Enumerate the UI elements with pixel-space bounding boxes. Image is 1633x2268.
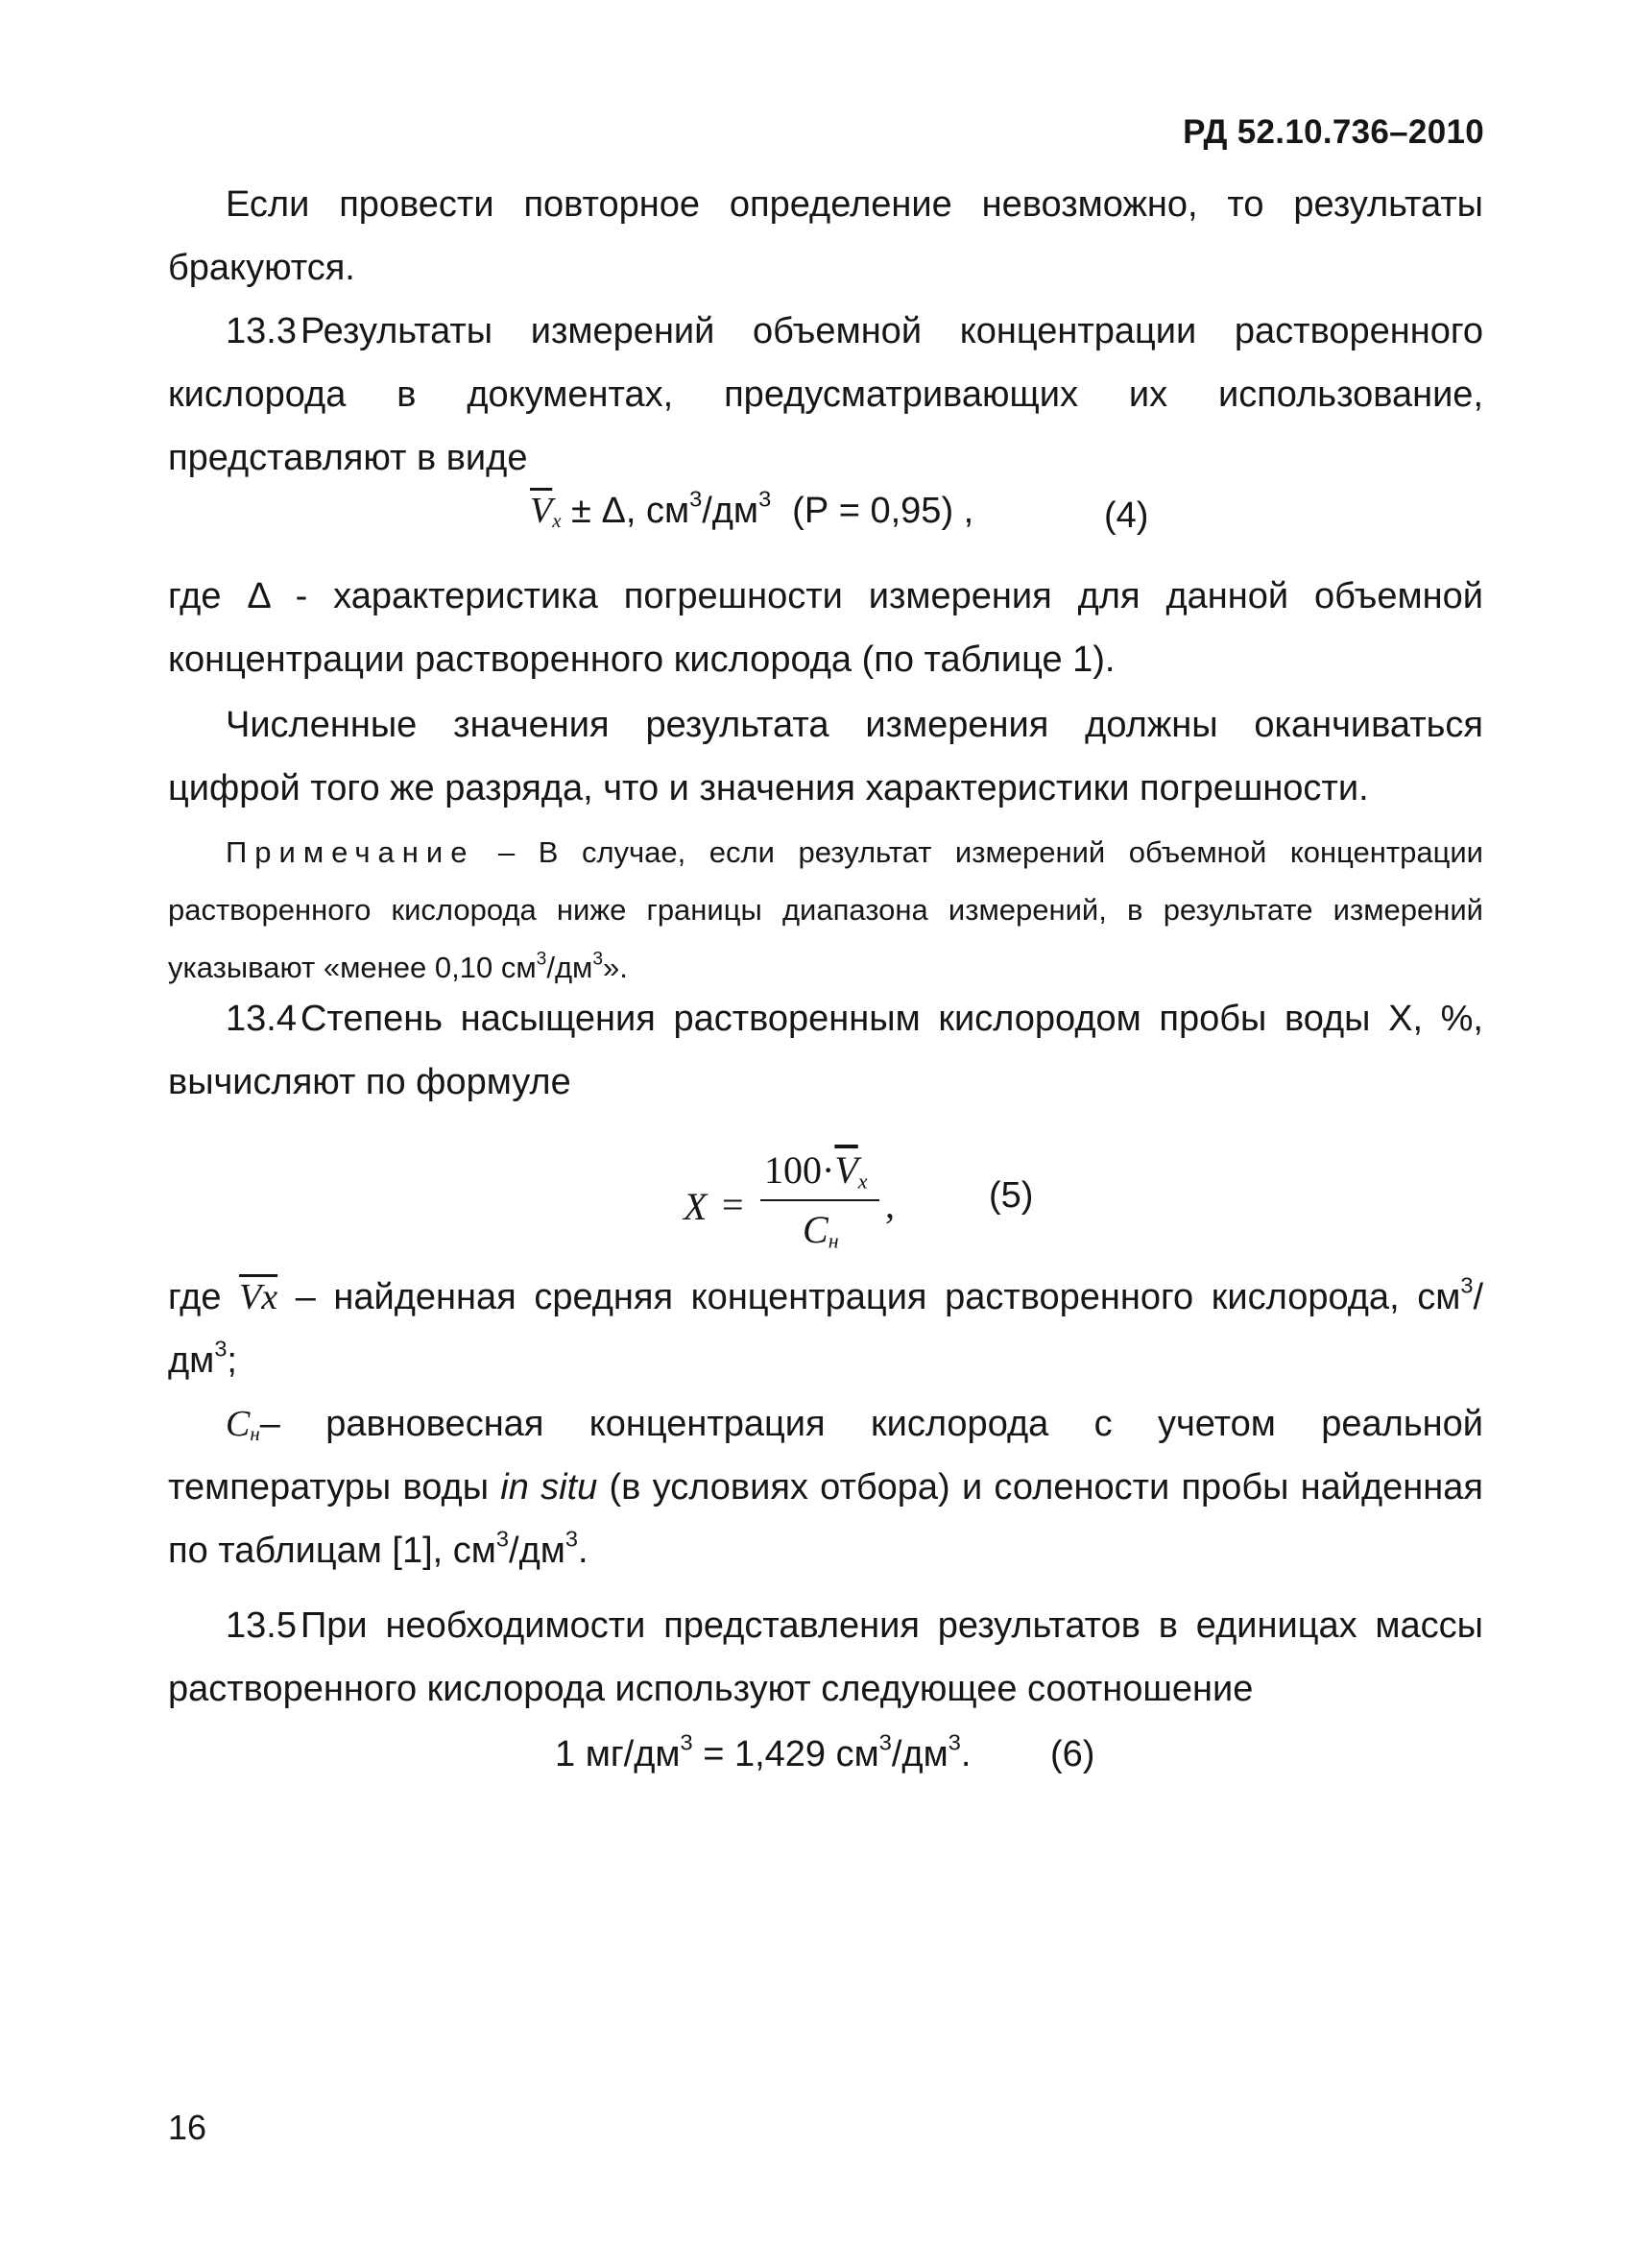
section-number: 13.5: [226, 1605, 297, 1646]
fraction-bar: [760, 1199, 879, 1201]
section-number: 13.4: [226, 999, 297, 1039]
formula-comma: ,: [885, 1183, 895, 1226]
numerator-var: $\overline{V}$: [834, 1148, 858, 1192]
paragraph-delta: где Δ - характеристика погрешности измерения для данной объемной концентрации растворенного кислорода (по таблице 1).: [168, 576, 1483, 680]
note: [168, 824, 1483, 997]
where-var-sub: н: [250, 1422, 260, 1446]
where-italic: in situ: [500, 1467, 598, 1508]
document-code: РД 52.10.736–2010: [1183, 113, 1484, 151]
section-number: 13.3: [226, 311, 297, 351]
section-13-5: [168, 1594, 1483, 1721]
formula-unit: /дм: [891, 1734, 949, 1774]
formula-6: [555, 1729, 972, 1775]
formula-sup: 3: [878, 1729, 892, 1755]
where-text: – равновесная концентрация кислорода с учетом реальной температуры воды: [168, 1404, 1483, 1508]
where-var: C: [226, 1404, 251, 1444]
section-text: При необходимости представления результатов в единицах массы растворенного кислорода используют следующее соотношение: [168, 1605, 1483, 1709]
equation-number: (5): [989, 1175, 1034, 1216]
where-sup: 3: [1460, 1272, 1474, 1298]
where-sup: 3: [214, 1336, 228, 1362]
paragraph-reject: Если провести повторное определение невозможно, то результаты бракуются.: [168, 184, 1483, 288]
where-end: ;: [227, 1340, 237, 1381]
formula-sup: 3: [758, 486, 772, 512]
where-unit: /дм: [509, 1531, 565, 1571]
where-unit: /дм: [168, 1277, 1483, 1381]
formula-mid: = 1,429 см: [692, 1734, 879, 1774]
equation-number: (4): [1104, 495, 1149, 536]
formula-equals: =: [722, 1183, 744, 1226]
section-13-3: [168, 300, 1483, 490]
page-number: 16: [168, 2108, 207, 2147]
note-text: – В случае, если результат измерений объемной концентрации растворенного кислорода ниже границы диапазона измерений, в результате измерений указывают «менее 0,10 см: [168, 835, 1483, 984]
where-cn: [168, 1392, 1483, 1582]
where-sup: 3: [564, 1526, 578, 1552]
where-sup: 3: [495, 1526, 510, 1552]
formula-end: .: [960, 1734, 972, 1774]
where-prefix: где: [168, 1277, 240, 1317]
note-sup: 3: [592, 949, 604, 970]
formula-sup: 3: [680, 1729, 693, 1755]
numerator-sub: x: [857, 1169, 868, 1194]
formula-lhs: 1 мг/дм: [555, 1734, 681, 1774]
formula-denominator: [803, 1207, 839, 1252]
formula-condition: (Р = 0,95) ,: [792, 491, 974, 531]
formula-sup: 3: [689, 486, 703, 512]
denominator-var: C: [803, 1208, 829, 1251]
where-end: .: [578, 1531, 588, 1571]
note-unit: /дм: [546, 951, 593, 984]
note-sup: 3: [536, 949, 547, 970]
note-label: Примечание: [226, 835, 475, 869]
section-13-4: [168, 987, 1483, 1114]
note-end: ».: [603, 951, 628, 984]
paragraph-numeric: Численные значения результата измерения должны оканчиваться цифрой того же разряда, что и значения характеристики погрешности.: [168, 705, 1483, 808]
section-text: Результаты измерений объемной концентрации растворенного кислорода в документах, предусматривающих их использование, представляют в виде: [168, 311, 1483, 478]
formula-sup: 3: [948, 1729, 961, 1755]
numerator-coef: 100·: [764, 1148, 835, 1192]
where-var: $\overline{Vx}$: [239, 1277, 278, 1317]
formula-unit: /дм: [702, 491, 759, 531]
denominator-sub: н: [828, 1228, 839, 1253]
formula-4: [530, 486, 974, 533]
formula-numerator: [764, 1147, 868, 1193]
where-vx: [168, 1266, 1483, 1392]
formula-lhs: X: [684, 1185, 708, 1228]
formula-pm: ± Δ, см: [561, 491, 690, 531]
section-text: Степень насыщения растворенным кислородом пробы воды X, %, вычисляют по формуле: [168, 999, 1483, 1102]
equation-number: (6): [1050, 1734, 1095, 1774]
formula-var-sub: x: [552, 509, 562, 533]
where-text: (в условиях отбора) и солености пробы найденная по таблицам [1], см: [168, 1467, 1483, 1571]
formula-var: $\overline{V}$: [530, 491, 553, 531]
where-text: – найденная средняя концентрация растворенного кислорода, см: [277, 1277, 1461, 1317]
